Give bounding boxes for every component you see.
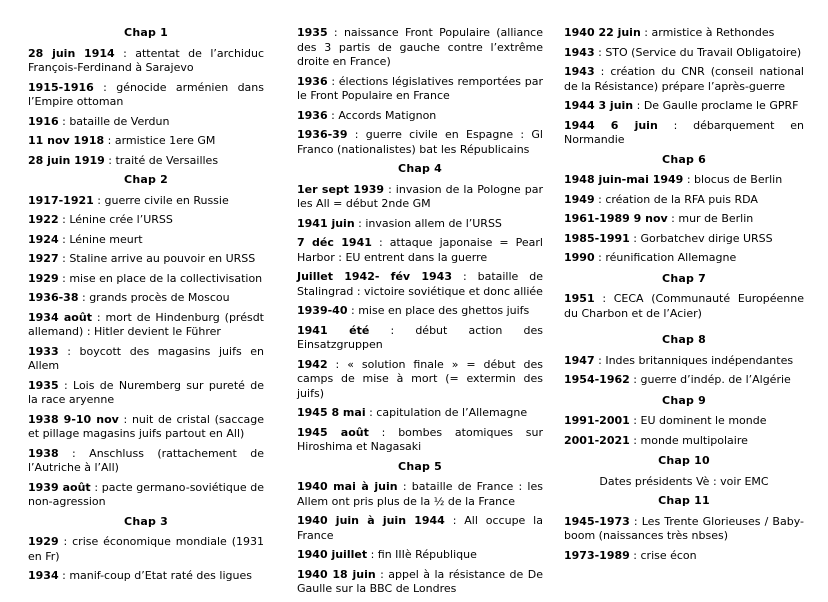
entry-text: : invasion de la Pologne par les All = début 2nde GM — [297, 182, 543, 210]
entry-date: 1933 — [28, 344, 59, 358]
entry-date: 1941 été — [297, 323, 370, 337]
timeline-entry — [564, 65, 804, 94]
entry-text: : création du CNR (conseil national de la Résistance) prépare l’après-guerre — [564, 65, 804, 93]
timeline-entry — [297, 480, 543, 509]
timeline-entry — [28, 535, 264, 564]
entry-text: : attaque japonaise = Pearl Harbor : EU entrent dans la guerre — [297, 236, 543, 264]
timeline-entry — [564, 515, 804, 544]
entry-date: 1940 22 juin — [564, 26, 641, 39]
chapter-heading: Chap 3 — [124, 514, 168, 528]
chapter-heading: Chap 9 — [662, 393, 706, 407]
timeline-entry — [297, 304, 543, 319]
entry-date: 1939-40 — [297, 304, 348, 317]
entry-date: 1916 — [28, 114, 59, 128]
timeline-entry — [28, 345, 264, 374]
entry-text: : De Gaulle proclame le GPRF — [633, 99, 799, 112]
entry-date: 1949 — [564, 192, 595, 206]
entry-date: 1951 — [564, 292, 595, 305]
entry-text: : STO (Service du Travail Obligatoire) — [594, 45, 802, 59]
entry-text: : CECA (Communauté Européenne du Charbon et de l’Acier) — [564, 292, 804, 320]
entry-text: : Gorbatchev dirige URSS — [629, 231, 773, 245]
chapter-heading: Chap 1 — [124, 26, 168, 39]
entry-text: : bataille de France : les Allem ont pris plus de la ½ de la France — [297, 480, 543, 508]
entry-date: 1944 3 juin — [564, 99, 634, 112]
timeline-entry — [297, 514, 543, 543]
entry-text: : réunification Allemagne — [594, 251, 737, 264]
entry-text: : capitulation de l’Allemagne — [365, 406, 528, 419]
column-3 — [564, 26, 804, 568]
entry-date: 1938 — [28, 446, 59, 460]
entry-text: : monde multipolaire — [629, 433, 748, 447]
entry-date: Juillet 1942- fév 1943 — [297, 270, 452, 283]
entry-text: : manif-coup d’Etat raté des ligues — [58, 569, 252, 582]
entry-text: : guerre civile en Espagne : Gl Franco (nationalistes) bat les Républicains — [297, 128, 543, 156]
entry-date: 1985-1991 — [564, 231, 630, 245]
entry-date: 28 juin 1914 — [28, 46, 115, 60]
entry-date: 1940 juin à juin 1944 — [297, 514, 445, 527]
entry-text: : création de la RFA puis RDA — [594, 192, 758, 206]
entry-date: 1938 9-10 nov — [28, 412, 119, 426]
entry-text: : traité de Versailles — [104, 153, 219, 167]
entry-date: 1940 mai à juin — [297, 480, 398, 493]
entry-date: 1er sept 1939 — [297, 182, 385, 196]
chapter-heading: Chap 10 — [658, 454, 710, 467]
entry-text: : pacte germano-soviétique de non-agression — [28, 480, 265, 508]
timeline-entry — [28, 447, 264, 476]
entry-text: : EU dominent le monde — [629, 414, 767, 427]
entry-text: : Lénine crée l’URSS — [58, 213, 173, 226]
timeline-entry — [297, 548, 543, 563]
entry-text: : Les Trente Glorieuses / Baby-boom (naissances très nbses) — [564, 514, 804, 542]
timeline-entry — [297, 236, 543, 265]
entry-date: 1947 — [564, 353, 595, 367]
entry-date: 1990 — [564, 251, 595, 264]
chapter-heading: Chap 6 — [662, 152, 706, 166]
timeline-entry — [564, 193, 804, 208]
entry-text: : Lois de Nuremberg sur pureté de la race aryenne — [28, 378, 264, 406]
entry-text: : mise en place de la collectivisation — [58, 271, 263, 285]
entry-date: 1915-1916 — [28, 80, 94, 94]
entry-text: : nuit de cristal (saccage et pillage magasins juifs partout en All) — [28, 412, 264, 440]
entry-date: 1940 18 juin — [297, 567, 376, 581]
timeline-entry — [297, 406, 543, 421]
entry-date: 1991-2001 — [564, 414, 630, 427]
entry-date: 1939 août — [28, 480, 91, 494]
entry-date: 1935 — [297, 26, 328, 39]
timeline-entry — [297, 217, 543, 232]
entry-text: : bataille de Stalingrad : victoire soviétique et donc alliée — [297, 270, 543, 298]
entry-date: 1944 6 juin — [564, 118, 658, 132]
timeline-entry — [297, 324, 543, 353]
entry-text: : armistice 1ere GM — [104, 134, 216, 147]
column-2 — [297, 26, 543, 602]
entry-text: : boycott des magasins juifs en Allem — [28, 344, 264, 372]
entry-text: : Indes britanniques indépendantes — [594, 353, 794, 367]
entry-text: : débarquement en Normandie — [564, 118, 804, 146]
entry-text: : fin IIIè République — [367, 548, 477, 561]
entry-text: : bataille de Verdun — [58, 114, 170, 128]
timeline-entry — [28, 569, 264, 584]
timeline-entry — [564, 46, 804, 61]
entry-date: 1927 — [28, 252, 59, 265]
entry-text: : attentat de l’archiduc François-Ferdinand à Sarajevo — [28, 46, 264, 74]
entry-date: 1961-1989 9 nov — [564, 212, 668, 225]
entry-text: : crise écon — [629, 548, 697, 562]
timeline-entry — [28, 213, 264, 228]
timeline-entry — [297, 358, 543, 402]
chapter-heading: Chap 2 — [124, 173, 168, 186]
entry-text: : armistice à Rethondes — [640, 26, 775, 39]
entry-text: : mur de Berlin — [667, 212, 754, 225]
note-text: Dates présidents Vè : voir EMC — [599, 474, 769, 488]
entry-date: 1917-1921 — [28, 193, 94, 207]
entry-date: 7 déc 1941 — [297, 236, 372, 249]
entry-date: 1945 8 mai — [297, 406, 366, 419]
entry-text: : bombes atomiques sur Hiroshima et Nagasaki — [297, 425, 543, 453]
chapter-heading: Chap 8 — [662, 333, 706, 346]
timeline-entry — [564, 26, 804, 41]
timeline-entry — [28, 252, 264, 267]
entry-text: : appel à la résistance de De Gaulle sur la BBC de Londres — [297, 567, 543, 595]
chapter-heading: Chap 4 — [398, 162, 442, 175]
timeline-entry — [297, 109, 543, 124]
timeline-entry — [564, 549, 804, 564]
entry-text: : « solution finale » = début des camps de mise à mort (= extermin des juifs) — [297, 357, 543, 400]
entry-date: 28 juin 1919 — [28, 153, 105, 167]
entry-date: 2001-2021 — [564, 433, 630, 447]
entry-date: 1943 — [564, 65, 595, 78]
entry-text: : invasion allem de l’URSS — [354, 216, 502, 230]
timeline-entry — [564, 354, 804, 369]
timeline-entry — [28, 194, 264, 209]
entry-text: : guerre d’indép. de l’Algérie — [629, 373, 791, 386]
timeline-entry — [28, 47, 264, 76]
entry-date: 1945 août — [297, 425, 369, 439]
timeline-entry — [28, 379, 264, 408]
entry-text: : Anschluss (rattachement de l’Autriche à l’All) — [28, 446, 264, 474]
entry-text: : Accords Matignon — [327, 108, 437, 122]
timeline-entry — [564, 173, 804, 188]
timeline-entry — [28, 291, 264, 306]
chapter-heading: Chap 11 — [658, 494, 710, 507]
entry-date: 1936-39 — [297, 128, 348, 141]
entry-date: 1936-38 — [28, 291, 79, 304]
entry-date: 1922 — [28, 213, 59, 226]
entry-date: 1936 — [297, 74, 328, 88]
entry-date: 1973-1989 — [564, 548, 630, 562]
timeline-entry — [564, 414, 804, 429]
timeline-entry — [28, 233, 264, 248]
timeline-entry — [28, 154, 264, 169]
entry-date: 1948 juin-mai 1949 — [564, 173, 684, 186]
entry-text: : mort de Hindenburg (présdt allemand) : Hitler devient le Führer — [28, 310, 264, 338]
entry-date: 1934 août — [28, 310, 92, 324]
timeline-entry — [28, 134, 264, 149]
entry-text: : All occupe la France — [297, 514, 543, 542]
entry-text: : Staline arrive au pouvoir en URSS — [58, 252, 256, 265]
chapter-heading: Chap 5 — [398, 459, 442, 473]
timeline-entry — [297, 426, 543, 455]
entry-date: 1935 — [28, 378, 59, 392]
entry-text: : Lénine meurt — [58, 232, 143, 246]
entry-date: 1954-1962 — [564, 373, 630, 386]
entry-text: : naissance Front Populaire (alliance des 3 partis de gauche contre l’extrême droite en France) — [297, 26, 543, 68]
timeline-entry — [28, 115, 264, 130]
timeline-entry — [297, 128, 543, 157]
timeline-entry — [28, 481, 264, 510]
timeline-entry — [564, 434, 804, 449]
entry-date: 1929 — [28, 535, 59, 548]
timeline-entry — [28, 311, 264, 340]
entry-date: 1943 — [564, 45, 595, 59]
timeline-entry — [28, 81, 264, 110]
entry-text: : mise en place des ghettos juifs — [347, 304, 530, 317]
entry-date: 1942 — [297, 357, 328, 371]
timeline-entry — [564, 232, 804, 247]
timeline-entry — [297, 568, 543, 597]
entry-date: 11 nov 1918 — [28, 134, 105, 147]
entry-date: 1940 juillet — [297, 548, 368, 561]
entry-text: : génocide arménien dans l’Empire ottoman — [28, 80, 264, 108]
timeline-entry — [297, 183, 543, 212]
timeline-entry — [564, 292, 804, 321]
entry-date: 1929 — [28, 271, 59, 285]
timeline-entry — [297, 26, 543, 70]
entry-text: : début action des Einsatzgruppen — [297, 323, 543, 351]
timeline-entry — [564, 212, 804, 227]
timeline-entry — [297, 270, 543, 299]
entry-text: : guerre civile en Russie — [93, 193, 229, 207]
entry-date: 1934 — [28, 569, 59, 582]
entry-text: : blocus de Berlin — [683, 173, 783, 186]
entry-text: : grands procès de Moscou — [78, 291, 230, 304]
timeline-entry — [28, 413, 264, 442]
entry-date: 1945-1973 — [564, 514, 630, 528]
entry-date: 1941 juin — [297, 216, 355, 230]
column-1 — [28, 26, 264, 589]
timeline-entry — [564, 373, 804, 388]
timeline-entry — [564, 119, 804, 148]
chapter-heading: Chap 7 — [662, 271, 706, 285]
timeline-entry — [564, 99, 804, 114]
entry-date: 1936 — [297, 108, 328, 122]
entry-text: : élections législatives remportées par le Front Populaire en France — [297, 74, 543, 102]
timeline-entry — [564, 251, 804, 266]
entry-text: : crise économique mondiale (1931 en Fr) — [28, 535, 264, 563]
entry-date: 1924 — [28, 232, 59, 246]
timeline-entry — [297, 75, 543, 104]
timeline-entry — [28, 272, 264, 287]
